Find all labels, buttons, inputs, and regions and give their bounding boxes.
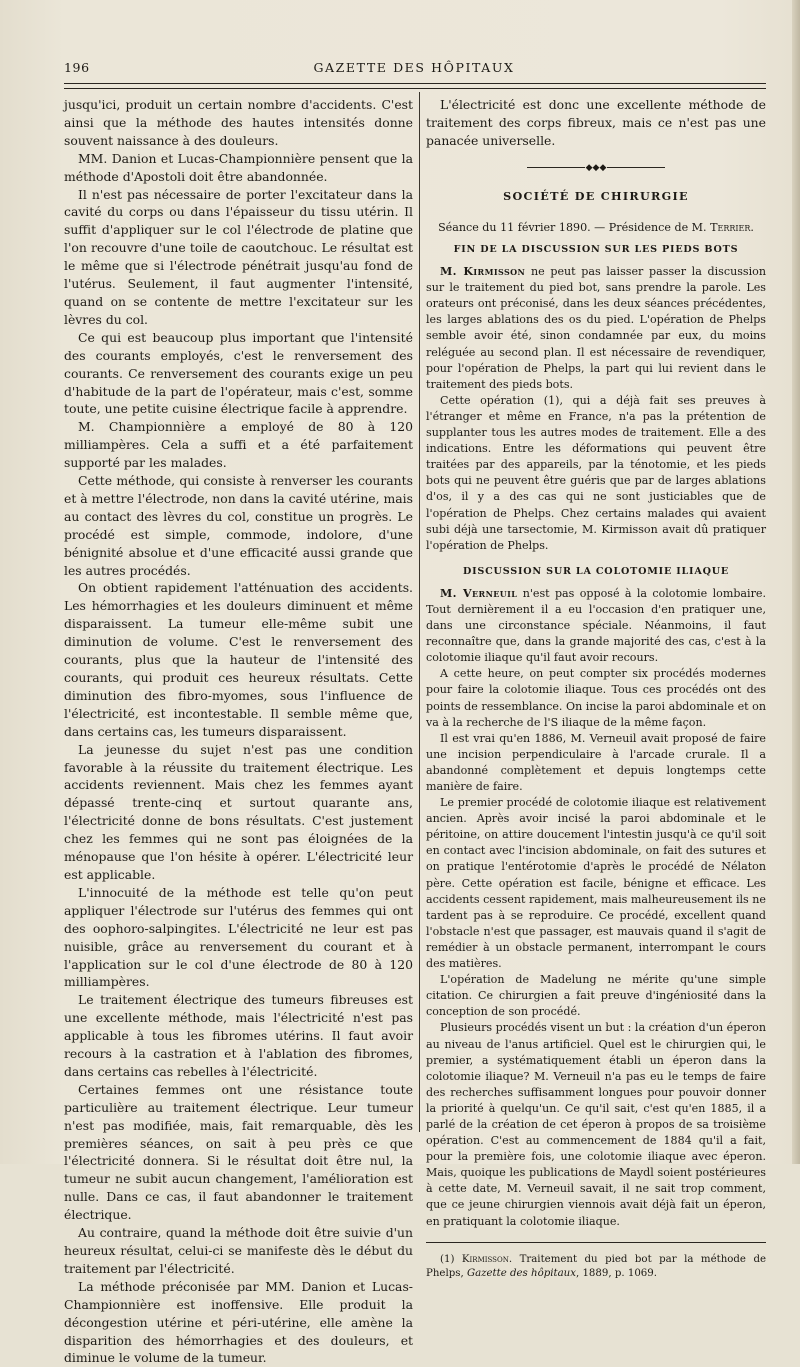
paragraph: Ce qui est beaucoup plus important que l'intensité des courants employés, c'est le renversement des courants. Ce renversement des courants exige un peu d'habitude de la part de l'opérateur, mais c'est, somme toute, une petite cuisine électrique facile à apprendre. xyxy=(64,329,413,417)
header-rule-double xyxy=(64,88,766,89)
page-number: 196 xyxy=(64,60,90,75)
paragraph: Plusieurs procédés visent un but : la création d'un éperon au niveau de l'anus artificiel. Quel est le chirurgien qui, le premier, a systématiquement établi un éperon dans la colotomie iliaque? M. Verneuil n'a pas eu le temps de faire des recherches suffisamment longues pour pouvoir donner la priorité à quelqu'un. Ce qu'il sait, c'est qu'en 1885, il a parlé de la création de cet éperon à propos de sa troisième opération. C'est au commencement de 1884 qu'il a fait, pour la première fois, une colotomie iliaque avec éperon. Mais, quoique les publications de Maydl soient postérieures à cette date, M. Verneuil savait, il ne sait trop comment, que ce jeune chirurgien viennois avait déjà fait un éperon, en pratiquant la colotomie iliaque. xyxy=(426,1021,766,1228)
paragraph: Cette opération (1), qui a déjà fait ses preuves à l'étranger et même en France, n'a pas la prétention de supplanter tous les autres modes de traitement. Elle a des indications. Entre les déformations qui peuvent être traitées par des appareils, par la ténotomie, et les pieds bots qui ne peuvent être guéris que par de larges ablations d'os, il y a des cas qui ne sont justiciables que de l'opération de Phelps. Chez certains malades qui avaient subi déjà une tarsectomie, M. Kirmisson avait dû pratiquer l'opération de Phelps. xyxy=(426,393,766,552)
paragraph: MM. Danion et Lucas-Championnière pensent que la méthode d'Apostoli doit être abandonnée. xyxy=(64,150,413,184)
paragraph: Certaines femmes ont une résistance toute particulière au traitement électrique. Leur tumeur n'est pas modifiée, mais, fait remarquable, dès les premières séances, on sait à peu près ce que l'électricité donnera. Si le résultat doit être nul, la tumeur ne subit aucun changement, l'amélioration est nulle. Dans ce cas, il faut abandonner le traitement électrique. xyxy=(64,1081,413,1223)
section-heading: SOCIÉTÉ DE CHIRURGIE xyxy=(503,188,689,203)
left-column xyxy=(64,96,413,1367)
page-edge xyxy=(792,0,800,1164)
paragraph: L'innocuité de la méthode est telle qu'on peut appliquer l'électrode sur l'utérus des femmes qui ont des oophoro-salpingites. L'électricité ne leur est pas nuisible, grâce au renversement du courant et à l'application sur le col d'une électrode de 80 à 120 milliampères. xyxy=(64,884,413,990)
journal-title: GAZETTE DES HÔPITAUX xyxy=(313,60,515,75)
speaker-name: M. Verneuil xyxy=(440,586,518,600)
subsection-heading: DISCUSSION SUR LA COLOTOMIE ILIAQUE xyxy=(462,565,730,577)
paragraph: Le traitement électrique des tumeurs fibreuses est une excellente méthode, mais l'électricité n'est pas applicable à tous les fibromes utérins. Il faut avoir recours à la castration et à l'ablation des fibromes, dans certains cas rebelles à l'électricité. xyxy=(64,992,413,1079)
paragraph: L'électricité est donc une excellente méthode de traitement des corps fibreux, mais ce n'est pas une panacée universelle. xyxy=(426,97,766,148)
page-header xyxy=(64,58,764,80)
paragraph: Cette méthode, qui consiste à renverser les courants et à mettre l'électrode, non dans la cavité utérine, mais au contact des lèvres du col, constitue un progrès. Le procédé est simple, commode, indolore, d'une bénignité absolue et d'une efficacité aussi grande que les autres procédés. xyxy=(64,473,413,578)
speaker-name: M. Kirmisson xyxy=(440,265,526,279)
paragraph: jusqu'ici, produit un certain nombre d'accidents. C'est ainsi que la méthode des hautes intensités donne souvent naissance à des douleurs. xyxy=(64,97,413,148)
paragraph: M. Verneuil n'est pas opposé à la colotomie lombaire. Tout dernièrement il a eu l'occasion d'en pratiquer une, dans une circonstance spéciale. Néanmoins, il faut reconnaître que, dans la grande majorité des cas, c'est à la colotomie iliaque qu'il faut avoir recours. xyxy=(426,586,766,665)
paragraph: Il est vrai qu'en 1886, M. Verneuil avait proposé de faire une incision perpendiculaire à l'arcade crurale. Il a abandonné complètement et depuis longtemps cette manière de faire. xyxy=(426,731,766,793)
paragraph: Le premier procédé de colotomie iliaque est relativement ancien. Après avoir incisé la paroi abdominale et le péritoine, on attire doucement l'intestin jusqu'à ce qu'il soit en contact avec l'incision abdominale, on fait des sutures et on pratique l'entérotomie d'après le procédé de Nélaton père. Cette opération est facile, bénigne et efficace. Les accidents cessent rapidement, mais malheureusement ils ne tardent pas à se reproduire. Ce procédé, excellent quand l'obstacle n'est que passager, est mauvais quand il s'agit de remédier à un obstacle permanent, interrompant le cours des matières. xyxy=(426,796,766,971)
paragraph: M. Kirmisson ne peut pas laisser passer la discussion sur le traitement du pied bot, sans prendre la parole. Les orateurs ont préconisé, dans les deux séances précédentes, les larges ablations des os du pied. L'opération de Phelps semble avoir été, sinon condamnée par eux, du moins reléguée au second plan. Il est nécessaire de revendiquer, pour l'opération de Phelps, la part qui lui revient dans le traitement des pieds bots. xyxy=(426,265,766,391)
president-name: Terrier xyxy=(710,220,751,234)
paragraph: M. Championnière a employé de 80 à 120 milliampères. Cela a suffi et a été parfaitement supporté par les malades. xyxy=(64,419,413,471)
seance-line: Séance du 11 février 1890. — Présidence de M. Terrier. xyxy=(438,220,754,234)
subsection-heading: FIN DE LA DISCUSSION SUR LES PIEDS BOTS xyxy=(453,244,739,255)
paragraph: Il n'est pas nécessaire de porter l'excitateur dans la cavité du corps ou dans l'épaisseur du tissu utérin. Il suffit d'appliquer sur le col l'électrode de platine que l'on recouvre d'une toile de caoutchouc. Le résultat est le même que si l'électrode pénétrait jusqu'au fond de l'utérus. Seulement, il faut augmenter l'intensité, quand on se contente de mettre l'excitateur sur les lèvres du col. xyxy=(64,186,413,327)
footnote-rule xyxy=(426,1242,766,1243)
header-rule xyxy=(64,83,766,84)
paragraph: L'opération de Madelung ne mérite qu'une simple citation. Ce chirurgien a fait preuve d'ingéniosité dans la conception de son procédé. xyxy=(426,973,766,1019)
paragraph: La méthode préconisée par MM. Danion et Lucas-Championnière est inoffensive. Elle produit la décongestion utérine et péri-utérine, elle amène la disparition des hémorrhagies et des douleurs, et diminue le volume de la tumeur. xyxy=(64,1278,413,1366)
footnote: (1) Kirmisson. Traitement du pied bot par la méthode de Phelps, Gazette des hôpitaux, 1889, p. 1069. xyxy=(426,1253,766,1280)
section-ornament: ◆◆◆ xyxy=(426,160,766,176)
column-divider xyxy=(419,92,420,1132)
paragraph: La jeunesse du sujet n'est pas une condition favorable à la réussite du traitement électrique. Les accidents reviennent. Mais chez les femmes ayant dépassé trente-cinq et surtout quarante ans, l'électricité donne de bons résultats. C'est justement chez les femmes qui ne sont pas éloignées de la ménopause que l'on hésite à opérer. L'électricité leur est applicable. xyxy=(64,741,413,882)
right-column xyxy=(426,96,766,1282)
paragraph: Au contraire, quand la méthode doit être suivie d'un heureux résultat, celui-ci se manifeste dès le début du traitement par l'électricité. xyxy=(64,1225,413,1276)
paragraph: A cette heure, on peut compter six procédés modernes pour faire la colotomie iliaque. Tous ces procédés ont des points de ressemblance. On incise la paroi abdominale et on va à la recherche de l'S iliaque de la même façon. xyxy=(426,667,766,729)
paragraph: On obtient rapidement l'atténuation des accidents. Les hémorrhagies et les douleurs diminuent et même disparaissent. La tumeur elle-même subit une diminution de volume. C'est le renversement des courants, plus que la hauteur de l'intensité des courants, qui produit ces heureux résultats. Cette diminution des fibro-myomes, sous l'influence de l'électricité, est incontestable. Il semble même que, dans certains cas, les tumeurs disparaissent. xyxy=(64,580,413,739)
